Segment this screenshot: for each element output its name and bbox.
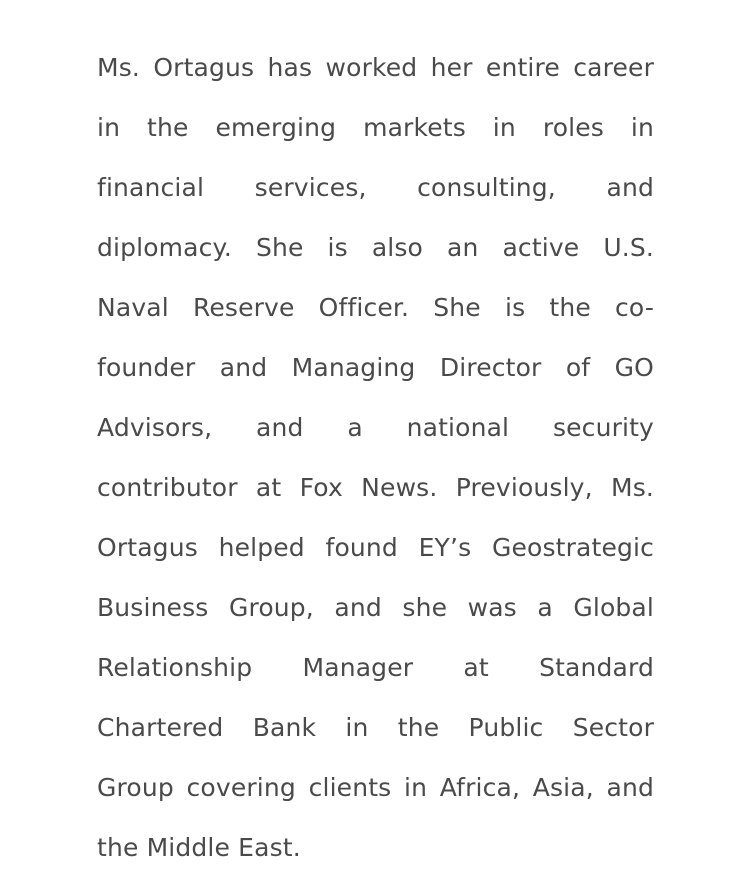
paragraph-line: Group covering clients in Africa, Asia, and	[97, 773, 654, 802]
paragraph-line: Naval Reserve Officer. She is the co-	[97, 293, 654, 322]
paragraph-line: financial services, consulting, and	[97, 173, 654, 202]
paragraph-line: in the emerging markets in roles in	[97, 113, 654, 142]
paragraph-line: the Middle East.	[97, 833, 301, 862]
paragraph-line: Business Group, and she was a Global	[97, 593, 654, 622]
document-paragraph	[97, 38, 654, 878]
paragraph-line: diplomacy. She is also an active U.S.	[97, 233, 654, 262]
paragraph-line: contributor at Fox News. Previously, Ms.	[97, 473, 654, 502]
paragraph-line: Ms. Ortagus has worked her entire career	[97, 53, 654, 82]
paragraph-line: Advisors, and a national security	[97, 413, 654, 442]
paragraph-line: founder and Managing Director of GO	[97, 353, 654, 382]
paragraph-line: Chartered Bank in the Public Sector	[97, 713, 654, 742]
paragraph-line: Ortagus helped found EY’s Geostrategic	[97, 533, 654, 562]
paragraph-line: Relationship Manager at Standard	[97, 653, 654, 682]
